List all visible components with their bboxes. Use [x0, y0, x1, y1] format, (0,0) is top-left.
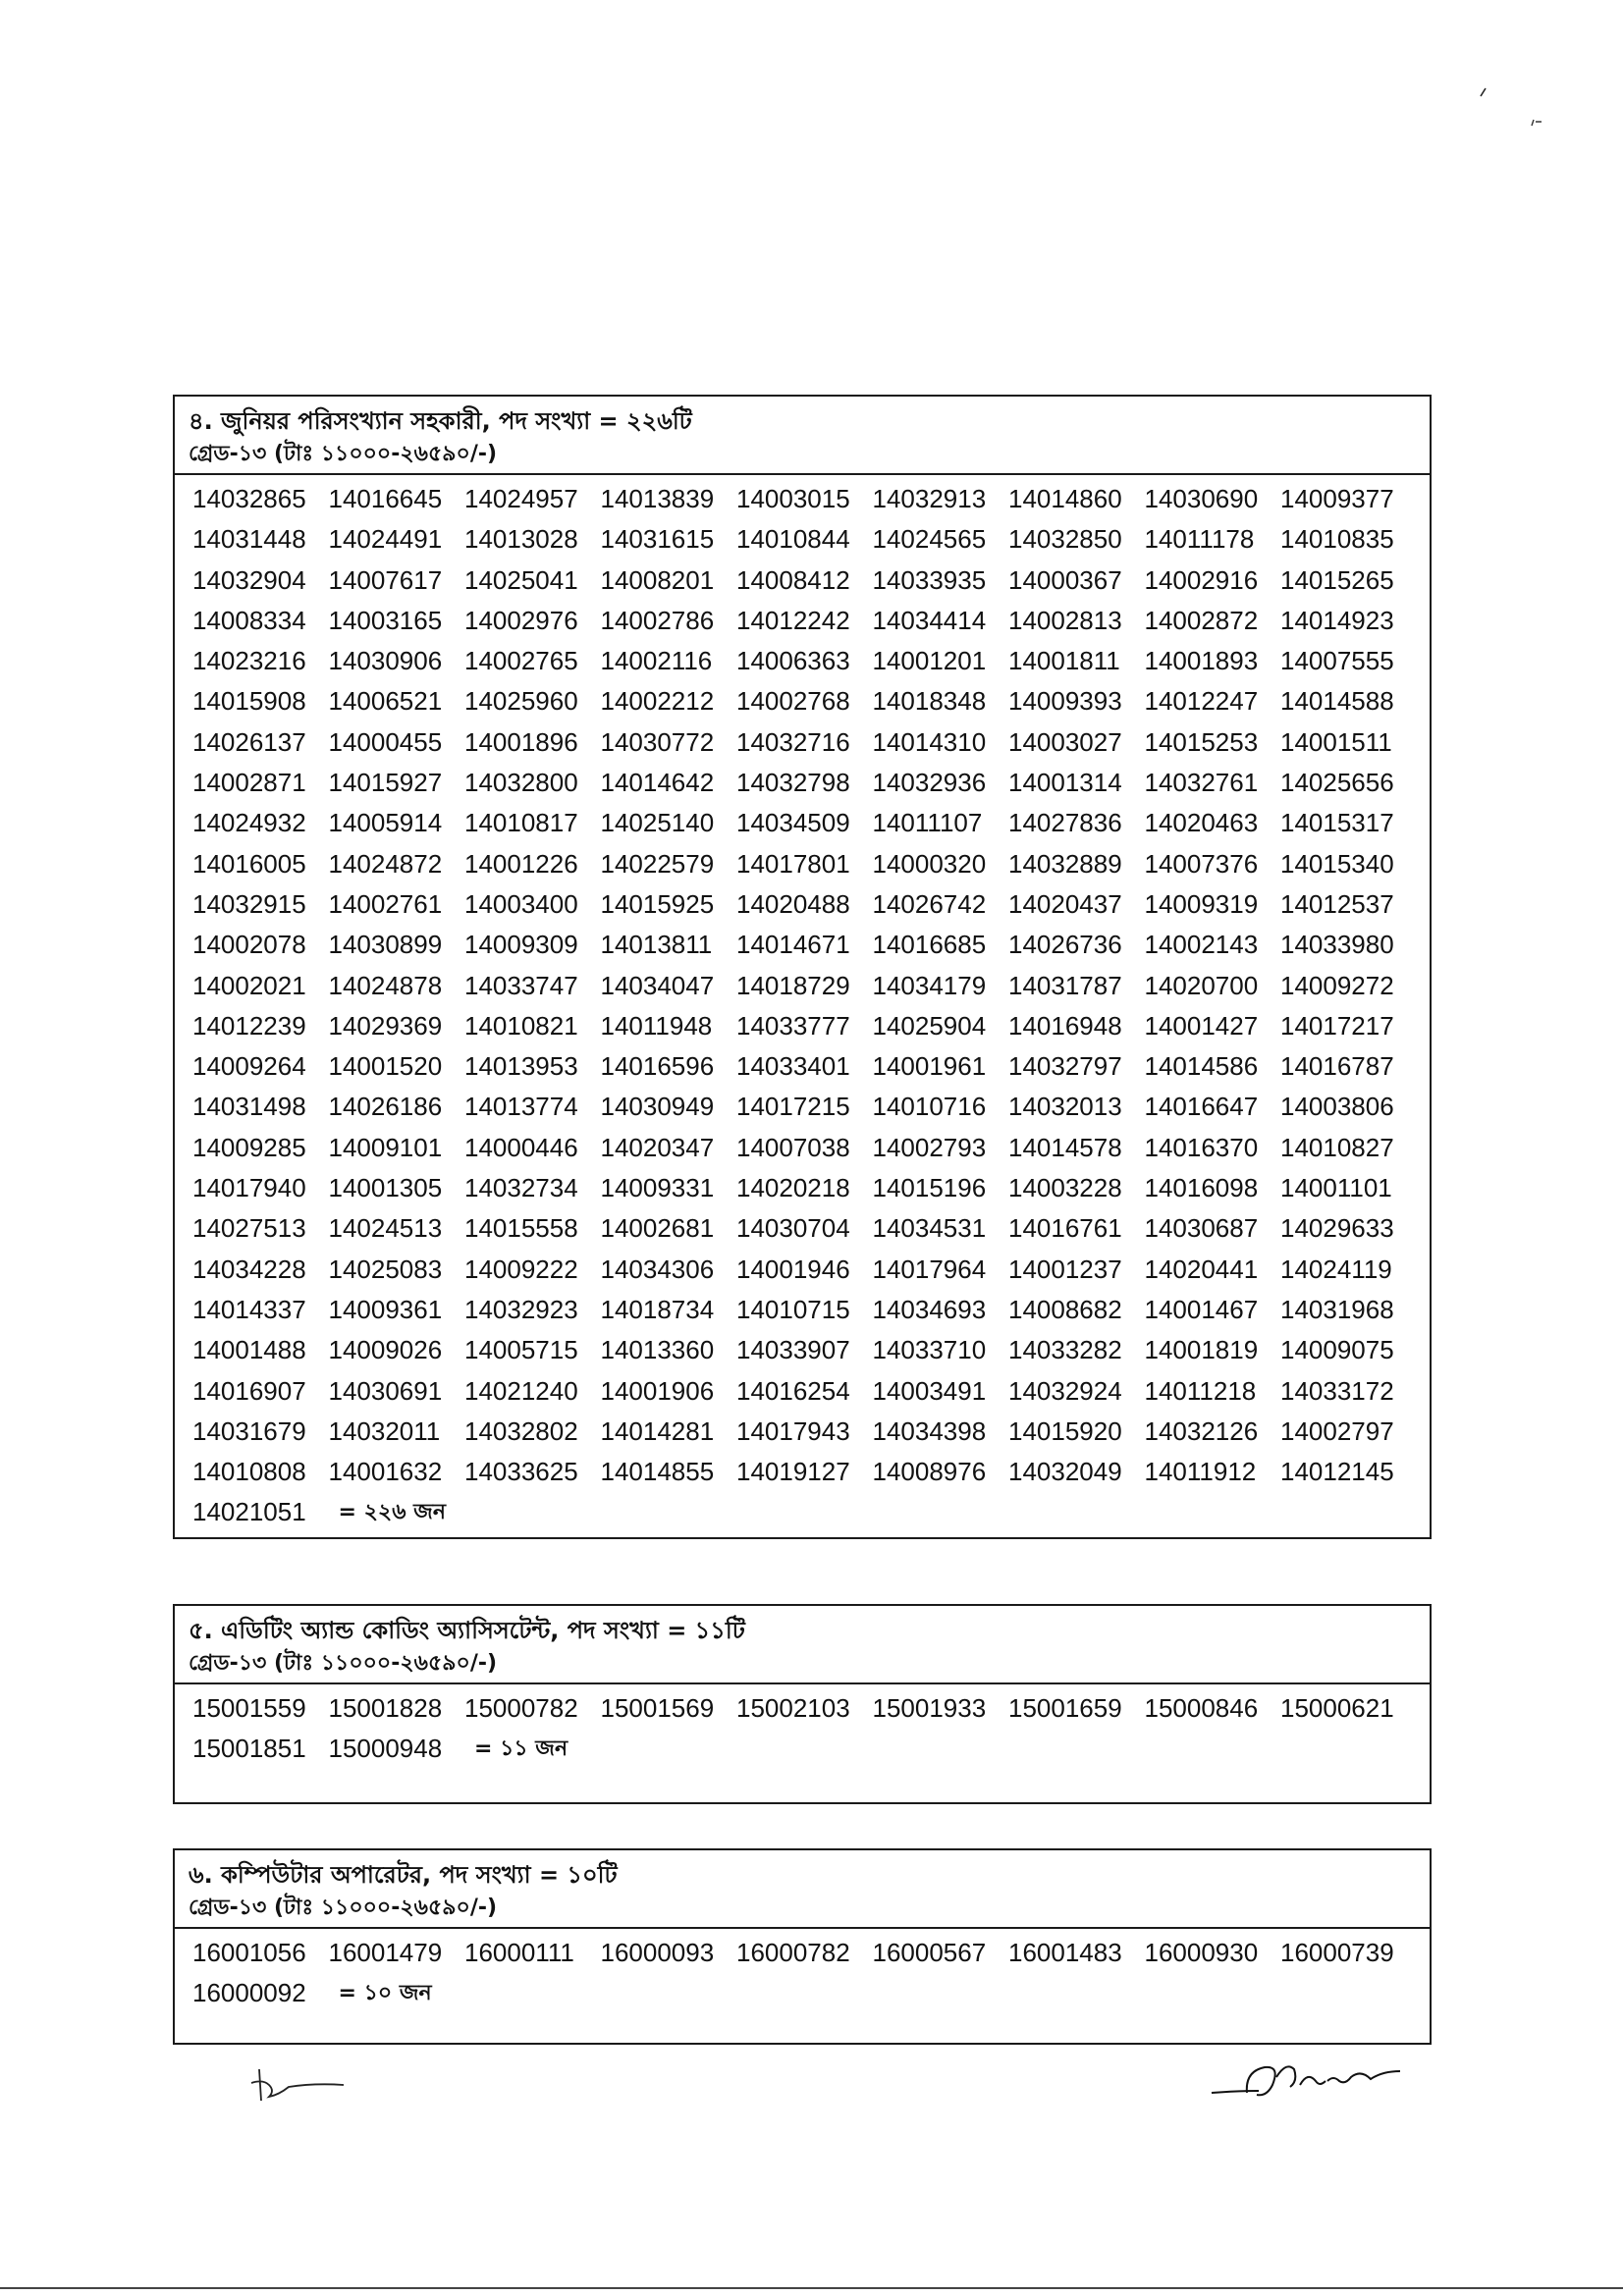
roll-list [175, 1684, 1430, 1770]
roll-number: 14018729 [736, 970, 850, 1000]
roll-number: 14031498 [192, 1092, 306, 1122]
roll-number: 14032798 [736, 768, 850, 798]
roll-number: 14002681 [600, 1213, 715, 1244]
roll-number: 14032865 [192, 484, 306, 513]
roll-number: 14015317 [1280, 808, 1394, 838]
roll-number: 15000621 [1280, 1693, 1394, 1723]
roll-number: 14010835 [1280, 524, 1394, 555]
roll-number: 14002021 [192, 970, 306, 1000]
roll-number: 14017215 [736, 1092, 850, 1122]
roll-number: 14016787 [1280, 1051, 1394, 1082]
roll-number: 14001906 [600, 1375, 715, 1406]
roll-number: 14025656 [1280, 768, 1394, 798]
roll-number: 14001632 [328, 1457, 443, 1487]
roll-number: 14002916 [1144, 564, 1259, 595]
roll-number: 14000320 [872, 848, 987, 879]
roll-number: 14007038 [736, 1132, 850, 1162]
roll-number: 14033625 [464, 1457, 578, 1487]
roll-number: 14025083 [328, 1254, 443, 1284]
roll-number: 14025041 [464, 564, 578, 595]
roll-number: 14032126 [1144, 1415, 1259, 1446]
roll-number: 14032049 [1008, 1457, 1122, 1487]
roll-number: 16001056 [192, 1938, 306, 1967]
roll-number: 14015340 [1280, 848, 1394, 879]
roll-number: 14023216 [192, 646, 306, 676]
section-total: = ২২৬ জন [338, 1500, 446, 1525]
roll-number: 15000846 [1144, 1693, 1259, 1723]
roll-number: 14000446 [464, 1132, 578, 1162]
roll-number: 14031787 [1008, 970, 1122, 1000]
roll-number: 14008682 [1008, 1294, 1122, 1324]
roll-number: 14032850 [1008, 524, 1122, 555]
roll-number: 14017217 [1280, 1010, 1394, 1041]
roll-number: 14029633 [1280, 1213, 1394, 1244]
section-header [175, 1606, 1430, 1684]
roll-number: 14006363 [736, 646, 850, 676]
roll-number: 14031968 [1280, 1294, 1394, 1324]
section-title: ৫. এডিটিং অ্যান্ড কোডিং অ্যাসিসটেন্ট, পদ সংখ্যা = ১১টি [189, 1617, 745, 1644]
roll-number: 14000455 [328, 726, 443, 757]
roll-number: 14002797 [1280, 1415, 1394, 1446]
roll-number: 16000567 [872, 1938, 987, 1967]
roll-number: 14003228 [1008, 1173, 1122, 1203]
roll-number: 14010817 [464, 808, 578, 838]
roll-number: 14014642 [600, 768, 715, 798]
roll-number: 14020488 [736, 888, 850, 919]
roll-number: 14032797 [1008, 1051, 1122, 1082]
roll-number: 14009101 [328, 1132, 443, 1162]
roll-number: 14015265 [1280, 564, 1394, 595]
roll-number: 15000782 [464, 1693, 578, 1723]
roll-number: 15000948 [328, 1734, 443, 1764]
roll-number: 14026186 [328, 1092, 443, 1122]
roll-number: 14013811 [600, 930, 713, 960]
roll-number: 14001893 [1144, 646, 1259, 676]
roll-number: 14024957 [464, 484, 578, 513]
roll-number: 14012247 [1144, 686, 1259, 717]
roll-number: 14008412 [736, 564, 850, 595]
roll-number: 14008976 [872, 1457, 987, 1487]
roll-number: 14031615 [600, 524, 715, 555]
roll-number: 14011218 [1144, 1375, 1257, 1406]
roll-number: 14014578 [1008, 1132, 1122, 1162]
roll-number: 14032936 [872, 768, 987, 798]
roll-number: 14016596 [600, 1051, 715, 1082]
roll-number: 14027836 [1008, 808, 1122, 838]
roll-number: 15001933 [872, 1693, 987, 1723]
roll-number: 14009272 [1280, 970, 1394, 1000]
section-grade: গ্রেড-১৩ (টাঃ ১১০০০-২৬৫৯০/-) [189, 1896, 498, 1920]
roll-number: 14010716 [872, 1092, 987, 1122]
roll-number: 14034228 [192, 1254, 306, 1284]
roll-number: 14021051 [192, 1497, 306, 1527]
roll-number: 14020463 [1144, 808, 1259, 838]
roll-number: 14010715 [736, 1294, 850, 1324]
roll-number: 14030949 [600, 1092, 715, 1122]
section-computer-operator [173, 1848, 1432, 2045]
roll-number: 14000367 [1008, 564, 1122, 595]
section-total: = ১০ জন [338, 1981, 432, 2006]
roll-number: 16000930 [1144, 1938, 1259, 1967]
roll-number: 14010827 [1280, 1132, 1394, 1162]
roll-number: 14033935 [872, 564, 987, 595]
roll-number: 14014586 [1144, 1051, 1259, 1082]
roll-number: 14002813 [1008, 605, 1122, 635]
roll-number: 14003806 [1280, 1092, 1394, 1122]
roll-number: 15001559 [192, 1693, 306, 1723]
roll-number: 14016254 [736, 1375, 850, 1406]
roll-number: 14008334 [192, 605, 306, 635]
roll-number: 14026736 [1008, 930, 1122, 960]
roll-number: 14030772 [600, 726, 715, 757]
roll-number: 14032734 [464, 1173, 578, 1203]
roll-number: 14015253 [1144, 726, 1259, 757]
roll-number: 14003165 [328, 605, 443, 635]
roll-number: 14009026 [328, 1335, 443, 1365]
roll-number: 14001226 [464, 848, 578, 879]
roll-number: 14001961 [872, 1051, 987, 1082]
roll-number: 16000092 [192, 1978, 306, 2008]
roll-number: 14013028 [464, 524, 578, 555]
roll-number: 14013360 [600, 1335, 715, 1365]
roll-number: 14003400 [464, 888, 578, 919]
roll-number: 14016370 [1144, 1132, 1259, 1162]
roll-number: 14031448 [192, 524, 306, 555]
roll-number: 14020218 [736, 1173, 850, 1203]
roll-number: 14009285 [192, 1132, 306, 1162]
roll-number: 14009377 [1280, 484, 1394, 513]
roll-number: 14011178 [1144, 524, 1255, 555]
roll-number: 14015920 [1008, 1415, 1122, 1446]
roll-number: 14032913 [872, 484, 987, 513]
roll-number: 14009075 [1280, 1335, 1394, 1365]
roll-number: 14012145 [1280, 1457, 1394, 1487]
roll-number: 16001483 [1008, 1938, 1122, 1967]
roll-number: 14001896 [464, 726, 578, 757]
roll-number: 14024872 [328, 848, 443, 879]
roll-number: 14011948 [600, 1010, 713, 1041]
roll-number: 16000782 [736, 1938, 850, 1967]
roll-number: 14002143 [1144, 930, 1259, 960]
roll-number: 14001811 [1008, 646, 1120, 676]
roll-number: 14024878 [328, 970, 443, 1000]
roll-number: 14009331 [600, 1173, 715, 1203]
roll-number: 14033777 [736, 1010, 850, 1041]
roll-number: 14016005 [192, 848, 306, 879]
roll-number: 14024119 [1280, 1254, 1392, 1284]
roll-number: 14034398 [872, 1415, 987, 1446]
roll-number: 14002212 [600, 686, 715, 717]
roll-number: 14009361 [328, 1294, 443, 1324]
roll-number: 14016907 [192, 1375, 306, 1406]
roll-number: 14011107 [872, 808, 983, 838]
roll-number: 14001819 [1144, 1335, 1259, 1365]
roll-number: 16000739 [1280, 1938, 1394, 1967]
section-title: ৬. কম্পিউটার অপারেটর, পদ সংখ্যা = ১০টি [189, 1861, 618, 1889]
initials-signature [245, 2061, 353, 2120]
roll-number: 14030691 [328, 1375, 443, 1406]
roll-number: 14033907 [736, 1335, 850, 1365]
roll-number: 14025960 [464, 686, 578, 717]
roll-number: 14032802 [464, 1415, 578, 1446]
roll-number: 14032923 [464, 1294, 578, 1324]
roll-number: 14001201 [872, 646, 987, 676]
roll-number: 14010844 [736, 524, 850, 555]
roll-number: 14017940 [192, 1173, 306, 1203]
roll-number: 14001511 [1280, 726, 1392, 757]
section-total: = ১১ জন [474, 1736, 568, 1762]
roll-number: 14015925 [600, 888, 715, 919]
section-title: ৪. জুনিয়র পরিসংখ্যান সহকারী, পদ সংখ্যা = ২২৬টি [189, 407, 692, 435]
roll-number: 14002768 [736, 686, 850, 717]
roll-number: 16000093 [600, 1938, 715, 1967]
roll-number: 14014281 [600, 1415, 715, 1446]
roll-number: 14014588 [1280, 686, 1394, 717]
roll-number: 14002761 [328, 888, 443, 919]
roll-number: 14008201 [600, 564, 715, 595]
roll-number: 14033980 [1280, 930, 1394, 960]
roll-number: 14002116 [600, 646, 713, 676]
roll-number: 14005715 [464, 1335, 578, 1365]
roll-list [175, 1929, 1430, 2014]
roll-number: 14009319 [1144, 888, 1259, 919]
roll-number: 14001314 [1008, 768, 1122, 798]
roll-number: 14017964 [872, 1254, 987, 1284]
roll-number: 14014855 [600, 1457, 715, 1487]
section-grade: গ্রেড-১৩ (টাঃ ১১০০০-২৬৫৯০/-) [189, 442, 498, 466]
roll-number: 14030899 [328, 930, 443, 960]
roll-number: 14015558 [464, 1213, 578, 1244]
roll-number: 14007555 [1280, 646, 1394, 676]
roll-number: 14030906 [328, 646, 443, 676]
roll-number: 15001851 [192, 1734, 306, 1764]
roll-number: 14002871 [192, 768, 306, 798]
roll-number: 14017801 [736, 848, 850, 879]
section-editing-coding-assistant [173, 1604, 1432, 1804]
roll-number: 14024565 [872, 524, 987, 555]
roll-number: 14012537 [1280, 888, 1394, 919]
roll-number: 14030687 [1144, 1213, 1259, 1244]
roll-number: 14032924 [1008, 1375, 1122, 1406]
roll-number: 14034047 [600, 970, 715, 1000]
roll-number: 14001305 [328, 1173, 443, 1203]
roll-number: 14020437 [1008, 888, 1122, 919]
roll-number: 14032011 [328, 1415, 441, 1446]
roll-number: 14017943 [736, 1415, 850, 1446]
section-header [175, 1850, 1430, 1929]
roll-number: 14015908 [192, 686, 306, 717]
roll-number: 14001101 [1280, 1173, 1392, 1203]
roll-number: 14012239 [192, 1010, 306, 1041]
roll-number: 15001659 [1008, 1693, 1122, 1723]
roll-number: 14034179 [872, 970, 987, 1000]
roll-number: 14013774 [464, 1092, 578, 1122]
roll-number: 14001427 [1144, 1010, 1259, 1041]
roll-number: 14002976 [464, 605, 578, 635]
roll-number: 14030704 [736, 1213, 850, 1244]
roll-number: 14018348 [872, 686, 987, 717]
roll-number: 14015927 [328, 768, 443, 798]
roll-number: 14007617 [328, 564, 443, 595]
roll-number: 14034509 [736, 808, 850, 838]
roll-number: 14032716 [736, 726, 850, 757]
roll-list [175, 475, 1430, 1533]
roll-number: 14020441 [1144, 1254, 1259, 1284]
roll-number: 14025904 [872, 1010, 987, 1041]
roll-number: 14033401 [736, 1051, 850, 1082]
section-header [175, 397, 1430, 475]
roll-number: 14018734 [600, 1294, 715, 1324]
roll-number: 14020700 [1144, 970, 1259, 1000]
roll-number: 14032889 [1008, 848, 1122, 879]
roll-number: 14016645 [328, 484, 443, 513]
roll-number: 14032761 [1144, 768, 1259, 798]
roll-number: 14024491 [328, 524, 443, 555]
stray-mark [1473, 86, 1551, 135]
roll-number: 14032800 [464, 768, 578, 798]
roll-number: 14002793 [872, 1132, 987, 1162]
roll-number: 14033747 [464, 970, 578, 1000]
roll-number: 14009309 [464, 930, 578, 960]
roll-number: 16001479 [328, 1938, 443, 1967]
roll-number: 14034531 [872, 1213, 987, 1244]
roll-number: 14026137 [192, 726, 306, 757]
roll-number: 14014337 [192, 1294, 306, 1324]
roll-number: 14015196 [872, 1173, 987, 1203]
roll-number: 14016647 [1144, 1092, 1259, 1122]
roll-number: 15002103 [736, 1693, 850, 1723]
roll-number: 14010821 [464, 1010, 578, 1041]
roll-number: 14014860 [1008, 484, 1122, 513]
roll-number: 14009264 [192, 1051, 306, 1082]
roll-number: 14032904 [192, 564, 306, 595]
roll-number: 14029369 [328, 1010, 443, 1041]
roll-number: 16000111 [464, 1938, 574, 1967]
roll-number: 14002765 [464, 646, 578, 676]
roll-number: 14002872 [1144, 605, 1259, 635]
roll-number: 14016948 [1008, 1010, 1122, 1041]
roll-number: 14024513 [328, 1213, 443, 1244]
roll-number: 14011912 [1144, 1457, 1257, 1487]
roll-number: 14007376 [1144, 848, 1259, 879]
roll-number: 14033710 [872, 1335, 987, 1365]
roll-number: 14013953 [464, 1051, 578, 1082]
roll-number: 14031679 [192, 1415, 306, 1446]
roll-number: 14003015 [736, 484, 850, 513]
handwritten-signature [1208, 2042, 1404, 2110]
section-grade: গ্রেড-১৩ (টাঃ ১১০০০-২৬৫৯০/-) [189, 1651, 498, 1676]
roll-number: 14033282 [1008, 1335, 1122, 1365]
roll-number: 14034414 [872, 605, 987, 635]
roll-number: 14003027 [1008, 726, 1122, 757]
roll-number: 14010808 [192, 1457, 306, 1487]
roll-number: 14012242 [736, 605, 850, 635]
roll-number: 15001828 [328, 1693, 443, 1723]
roll-number: 14001237 [1008, 1254, 1122, 1284]
roll-number: 14016098 [1144, 1173, 1259, 1203]
roll-number: 14025140 [600, 808, 715, 838]
roll-number: 14016761 [1008, 1213, 1122, 1244]
roll-number: 14021240 [464, 1375, 578, 1406]
roll-number: 14026742 [872, 888, 987, 919]
roll-number: 14016685 [872, 930, 987, 960]
roll-number: 14014671 [736, 930, 850, 960]
roll-number: 15001569 [600, 1693, 715, 1723]
roll-number: 14001467 [1144, 1294, 1259, 1324]
roll-number: 14001520 [328, 1051, 443, 1082]
roll-number: 14006521 [328, 686, 443, 717]
roll-number: 14032013 [1008, 1092, 1122, 1122]
section-junior-statistical-assistant [173, 395, 1432, 1539]
roll-number: 14024932 [192, 808, 306, 838]
roll-number: 14002078 [192, 930, 306, 960]
roll-number: 14014310 [872, 726, 987, 757]
roll-number: 14014923 [1280, 605, 1394, 635]
roll-number: 14022579 [600, 848, 715, 879]
roll-number: 14019127 [736, 1457, 850, 1487]
roll-number: 14034306 [600, 1254, 715, 1284]
roll-number: 14009393 [1008, 686, 1122, 717]
roll-number: 14009222 [464, 1254, 578, 1284]
roll-number: 14013839 [600, 484, 715, 513]
roll-number: 14001946 [736, 1254, 850, 1284]
roll-number: 14034693 [872, 1294, 987, 1324]
roll-number: 14005914 [328, 808, 443, 838]
roll-number: 14003491 [872, 1375, 987, 1406]
roll-number: 14032915 [192, 888, 306, 919]
roll-number: 14001488 [192, 1335, 306, 1365]
scan-edge-line [0, 2287, 1623, 2289]
roll-number: 14033172 [1280, 1375, 1394, 1406]
roll-number: 14020347 [600, 1132, 715, 1162]
roll-number: 14002786 [600, 605, 715, 635]
roll-number: 14030690 [1144, 484, 1259, 513]
roll-number: 14027513 [192, 1213, 306, 1244]
